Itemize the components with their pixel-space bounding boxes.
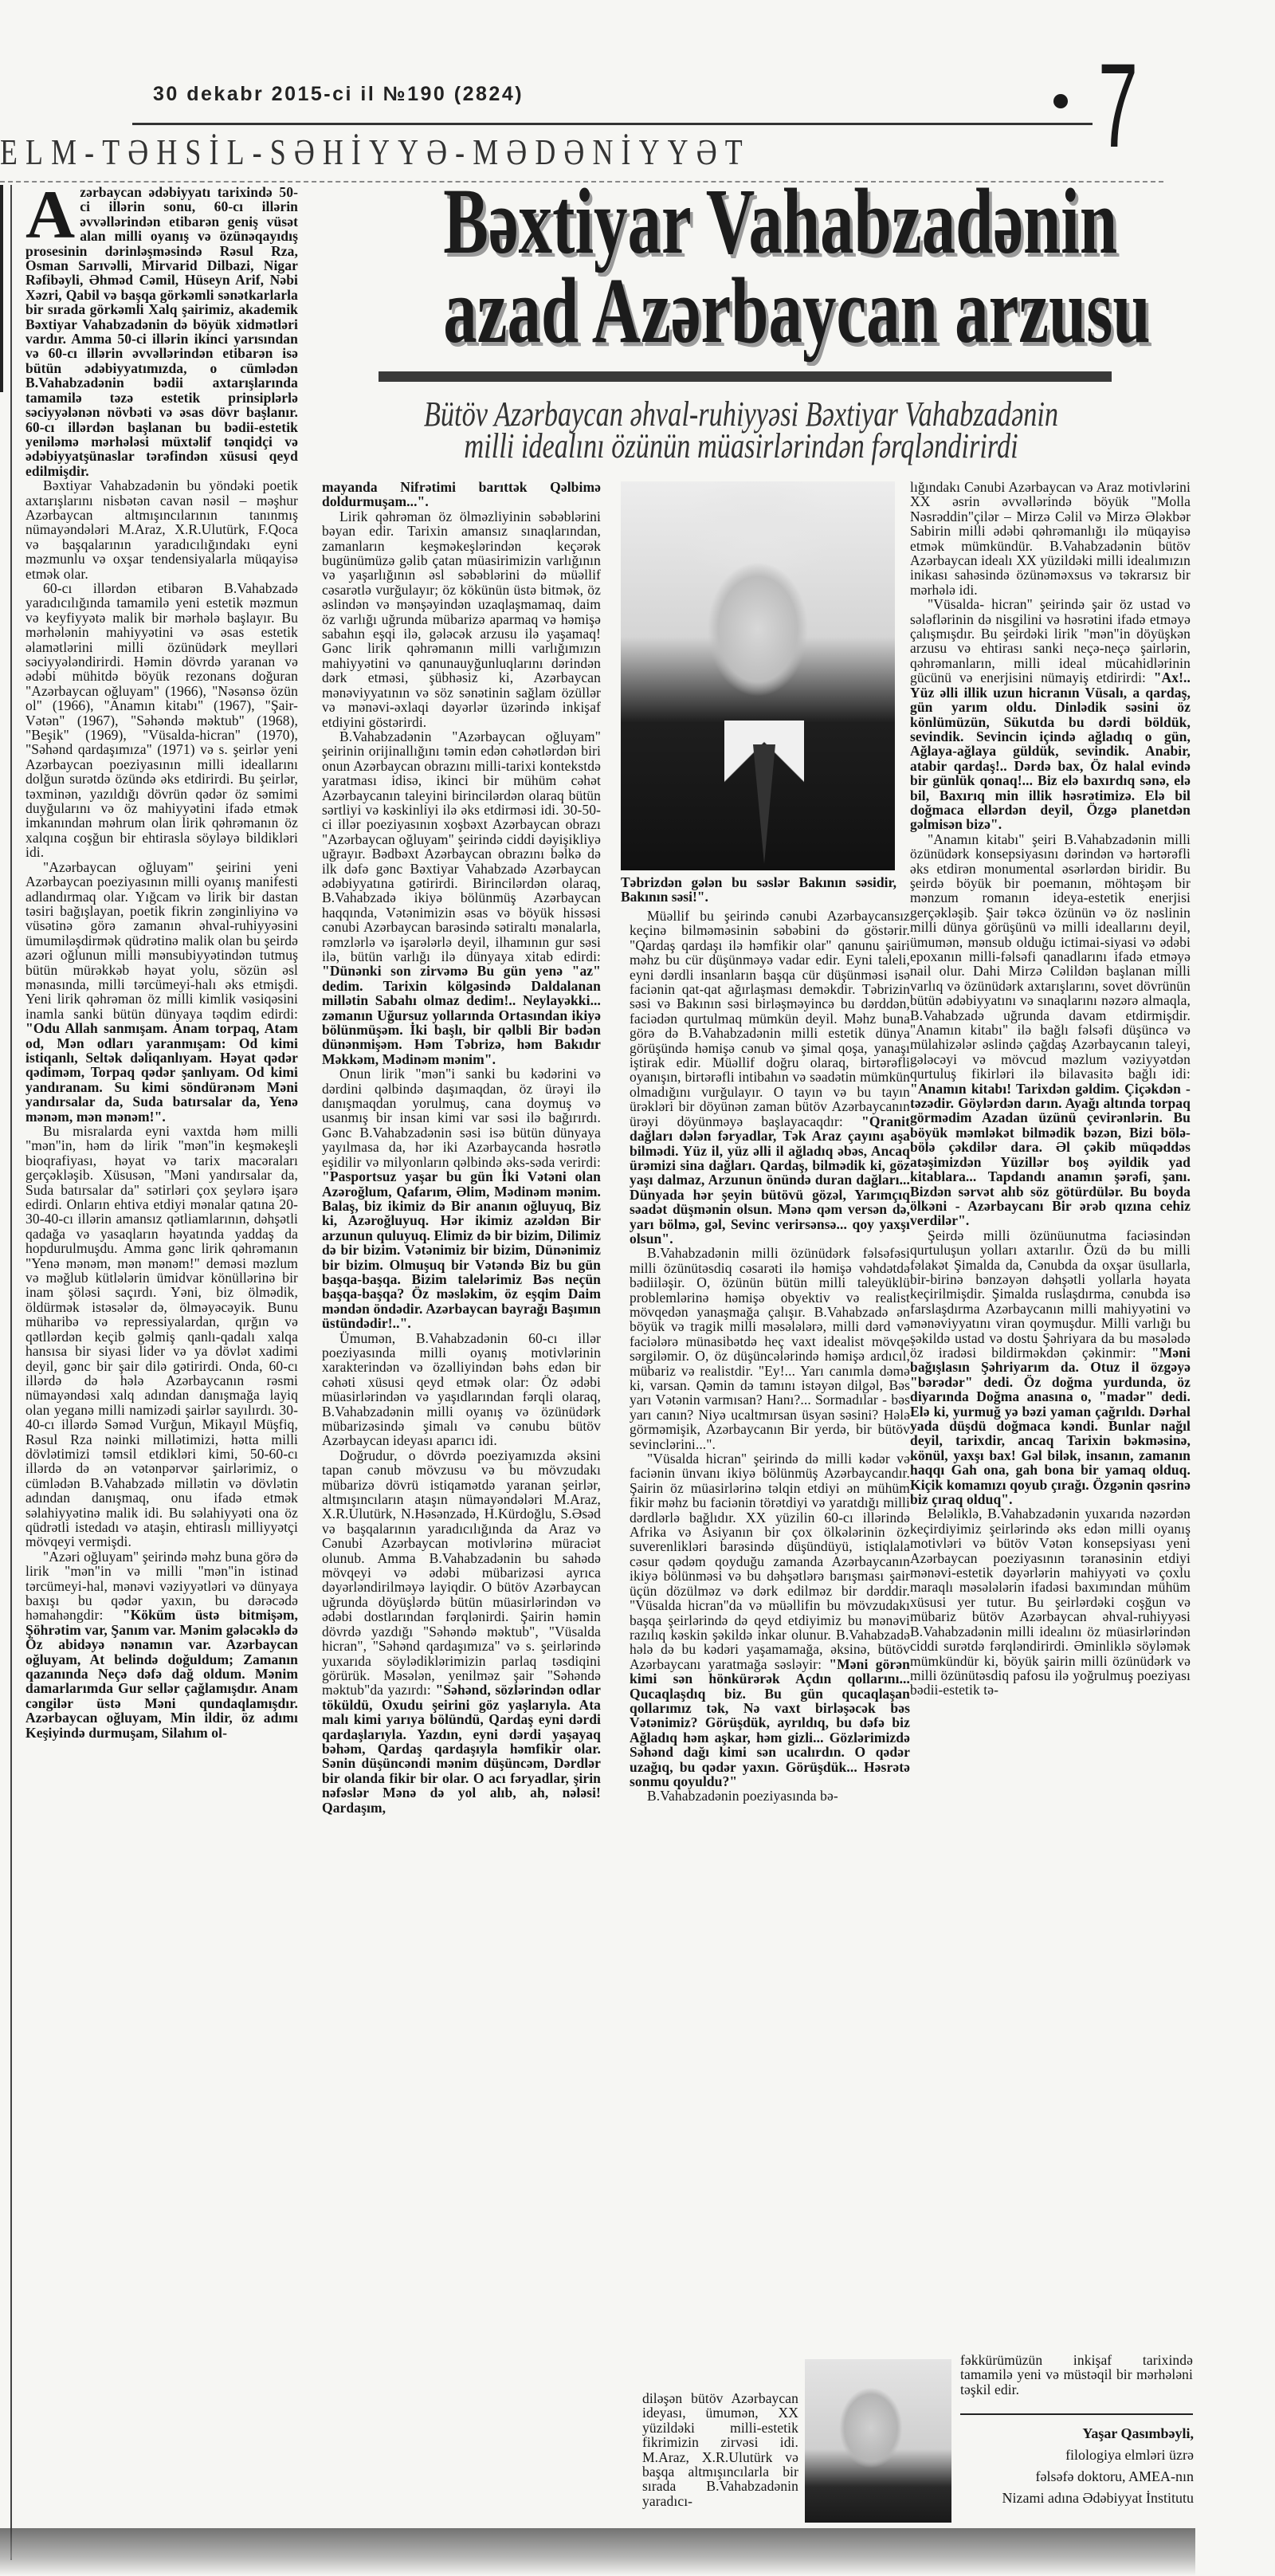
issue-date: 30 dekabr 2015-ci il №190 (2824) [153,83,524,105]
signature-rule [960,2413,1193,2415]
article-column-3-tail [642,2391,798,2539]
section-heading: ELM-TƏHSİL-SƏHİYYƏ-MƏDƏNİYYƏT [0,132,751,172]
quoted-verse: "Qranit dağları dələn fəryadlar, Tək Araz çayını aşa bilmədi. Yüz il, yüz əlli il ağladıq əbəs, Ancaq ürəmizi sina dağları. Qardaş, bilmədik ki, göz yaşı dalmaz, Arzunun önündə duran dağları... Dünyada hər şeyin bütövü gözəl, Yarımçıq səadət düşmənin olsun. Mənə qəm versən də, yarı bölmə, gəl, Sevinc verirsənsə... qoy yaxşı olsun". [630,1113,910,1247]
quoted-verse: "Səhənd, sözlərindən odlar töküldü, Oxudu şeirini göz yaşlarıyla. Ata malı kimi yarıya bölündü, Qardaş eyni dərdi qardaşlarıyla. Yazdın, eyni dərdi yaşayaq bəhəm, Qardaş qardaşıyla həmfikir olar. Sənin düşüncəndi mənim düşüncəm, Dərdlər bir olanda fikir bir olar. O acı fəryadlar, şirin nəfəslər Mənə də yol alıb, ah, nələsi! Qardaşım, [322,1682,601,1816]
paragraph-text: fəkkürümüzün inkişaf tarixində tamamilə yeni və müstəqil bir mərhələni təşkil edir. [960,2353,1193,2397]
article-paragraph [26,1549,298,1740]
author-title: fəlsəfə doktoru, AMEA-nın [1035,2468,1194,2484]
photo-tie [753,744,775,864]
column-rule [10,185,12,2560]
paragraph-text: Lirik qəhrəman öz ölməzliyinin səbəblərini bəyan edir. Tarixin amansız sınaqlarından, zamanların keşməkeşlərindən keçərək bugünümüzə gəlib çatan müasirimizin varlığının və yaşarlığının əsl səbəblərini də müəllif cəsarətlə vurğulayır; öz kökünün üstə bitmək, öz əslindən və mənşəyindən uzaqlaşmamaq, daim öz varlığı uğrunda mübarizə aparmaq və həmişə sabahın eşqi ilə, gələcək arzusu ilə yaşamaq! Gənc lirik qəhrəmanın milli varlığımızın mahiyyətini və qanunauyğunluqlarını dərindən dərk etməsi, şübhəsiz ki, Azərbaycan mənəviyyatının və söz sənətinin sağlam özüllər və mənəvi-əxlaqi dəyərlər üzərində inkişaf etdiyini göstərirdi. [322,508,601,730]
article-paragraph [910,480,1191,597]
author-signature [916,2423,1194,2509]
article-paragraph [630,1789,910,1803]
quoted-verse: "Köküm üstə bitmişəm, Şöhrətim var, Şanım var. Mənim gələcəklə də Öz abidəyə nənamın var. Azərbaycan oğluyam, At belində doğuldum; Zamanın qazanında Neçə dəfə dağ oldum. Mənim damarlarımda Gur sellər çağlamışdır. Anam cəngilər üstə Məni qundaqlamışdır. Azərbaycan oğluyam, Min ildir, öz adımı Keşiyində durmuşam, Silahım ol- [26,1607,298,1741]
paragraph-text: "Vüsalda hicran" şeirində də milli kədər və faciənin ünvanı ikiyə bölünmüş Azərbaycandır. Şairin öz müasirlərinə təlqin etdiyi ən mühüm fikir məhz bu faciənin törətdiyi və yaratdığı milli dərdlərlə bağlıdır. XX yüzilin 60-cı illərində Afrika və Asiyanın bir çox ölkələrinin öz suverenlikləri barəsində düşündüyü, istiqlala cəsur qədəm qoyduğu zamanda Azərbaycanın ikiyə bölünməsi və bu dəhşətlərə barışması şair üçün dözülməz və dərk edilməz bir dərddir. "Vüsalda hicran"da və müəllifin bu mövzudakı başqa şeirlərində də qeyd etdiyimiz bu mənəvi razılıq kəskin şəkildə inkar olunur. B.Vahabzadə hələ də bu kədəri yaşamamağa, əksinə, bütöv Azərbaycanı yaratmağa səsləyir: [630,1451,910,1672]
article-column-4 [910,480,1191,2353]
page-bullet-icon [1053,94,1068,108]
article-paragraph [26,860,298,1124]
article-paragraph [960,2353,1193,2397]
author-name: Yaşar Qasımbəyli, [1082,2425,1194,2441]
article-paragraph [910,1228,1191,1507]
quoted-verse: "Məni görən kimi sən hönkürərək Açdın qollarını... Qucaqlaşdıq biz. Bu gün qucaqlaşan qollarımız tək, Nə vaxt birləşəcək bəs Vətənimiz? Görüşdük, ayrıldıq, bu dəfə biz Ağladıq həm aşkar, həm gizli... Gözlərimizdə Səhənd dağı kimi sən ucalırdın. O qədər uzağıq, bu qədər yaxın. Görüşdük... Həsrətə sonmu qoyuldu?" [630,1655,910,1789]
paragraph-text: "Vüsalda- hicran" şeirində şair öz ustad və sələflərinin də nisgilini və həsrətini ifadə etməyə çalışmışdır. Bu şeirdəki lirik "mən"in döyüşkən arzusu və ehtirası sanki neçə-neçə şairlərin, qəhrəmanların, milli ideal mücahidlərinin gücünü və enerjisini nümayiş etdirirdi: [910,596,1191,686]
paragraph-text: B.Vahabzadənin milli özünüdərk fəlsəfəsi milli özünütəsdiq cəsarəti ilə həmişə vəhdətdə bədiiləşir. O, özünün bütün milli taleyüklü problemlərinə həmişə obyektiv və realist mövqedən yanaşmağa çalışır. B.Vahabzadə ən böyük və tragik milli məsələlərə, milli dərd və faciələrə münasibətdə heç vaxt idealist mövqe sərgiləmir. O, öz düşüncələrində həmişə ardıcıl, mübariz və realistdir. "Ey!... Yarı canımla dəmə ki, varsan. Qəmin də tamını istəyən dilgəl, Bəs yarı Vətənin varmısan? Hanı?... Sormadılar - bəs yarı canın? Niyə ucaltmırsan üsyan səsini? Hələ görməmişik, Azərbaycanın Bir yerdə, bir bütöv sevinclərini...". [630,1245,910,1452]
article-subtitle [319,395,1163,465]
quoted-verse: "Anamın kitabı! Tarixdən gəldim. Çiçəkdən - təzədir. Göylərdən darın. Ayağı altında torpaq görmədim Azadan üzünü çevirənlərin. Bu böyük məmləkət bilmədik bəzən, Bizi bölə-bölə çəkdilər dara. Əl çəkib müqəddəs atəşimizdən Yüzillər boş əyildik yad kitablara... Tapdandı anamın şərəfi, şanı. Bizdən sərvət alıb söz götürdülər. Bu boyda ölkəni - Azərbaycanı Bir ərəb qızına cehiz verdilər". [910,1080,1191,1229]
paragraph-text: Bu misralarda eyni vaxtda həm milli "mən"in, həm də lirik "mən"in keşməkeşli bioqrafiyası, həyat və tarix macəraları gerçəkləşib. Xüsusən, "Məni yandırsalar da, Suda batırsalar da" sətirləri çox şeylərə işarə edirdi. Onların ehtiva etdiyi mənalar qatına 20-30-40-cı illərin amansız qətliamlarının, dəhşətli qadağa və yasaqların həyatında yaddaş da hopdurulmuşdu. Amma gənc lirik qəhrəmanın "Yenə mənəm, mən mənəm!" deməsi məzlum və məğlub kütlələrin ümidvar könüllərinə bir inam şöləsi saçırdı. Yəni, biz ölmədik, öldürmək istəsələr də, ölməyəcəyik. Bunu müharibə və repressiyalardan, qırğın və qətllərdən keçib gəlmiş qanlı-qadalı xalqa hansısa bir siyasi lider və ya dövlət xadimi deyil, gənc bir şair dilə gətirirdi. Onda, 60-cı illərdə də hələ Azərbaycanın rəsmi nümayəndəsi xalq adından danışmağa layiq olan yeganə milli namizədi şairlər sayılırdı. 30-40-cı illərdə Səməd Vurğun, Mikayıl Müşfiq, Rəsul Rza nəinki millətimizi, hətta milli dövlətimizi təmsil etdikləri kimi, 50-60-cı illərdə də ən vətənpərvər şairlərimiz, o cümlədən B.Vahabzadə millətin və dövlətin adından danışmaq, onu ifadə etmək səlahiyyətinə malik idi. Bu səlahiyyəti ona öz qüdrətli istedadı və ataşin, ehtiraslı milliyyətçi mövqeyi vermişdi. [26,1123,298,1550]
article-paragraph [642,2391,798,2508]
title-line: azad Azərbaycan arzusu [443,258,1151,363]
quoted-verse: zərbaycan ədəbiyyatı tarixində 50-ci illərin sonu, 60-cı illərin əvvəllərindən etibarən geniş vüsət alan milli oyanış və özünəqayıdış prosesinin dərinləşməsində Rəsul Rza, Osman Sarıvəlli, Mirvarid Dilbazi, Nigar Rəfibəyli, Əhməd Cəmil, Hüseyn Arif, Nəbi Xəzri, Qabil və başqa görkəmli sənətkarlarla bir sırada görkəmli Xalq şairimiz, akademik Bəxtiyar Vahabzadənin də böyük xidmətləri vardır. Amma 50-ci illərin ikinci yarısından və 60-cı illərin əvvəllərindən etibarən isə bütün ədəbiyyatımızda, o cümlədən B.Vahabzadənin bədii axtarışlarında tamamilə təzə estetik prinsiplərlə səciyyələnən növbəti və əsas dövr başlanır. 60-cı illərdən başlanan bu bədii-estetik yeniləmə mərhələsi müxtəlif tənqidçi və ədəbiyyatşünaslar tərəfindən xüsusi qeyd edilmişdir. [26,185,298,479]
paragraph-text: B.Vahabzadənin "Azərbaycan oğluyam" şeirinin orijinallığını təmin edən cəhətlərdən biri onun Azərbaycan obrazını milli-tarixi kontekstdə yaratması idisə, ikinci bir mühüm cəhət Azərbaycanın taleyini birincilərdən olaraq bütün sərtliyi və kəskinliyi ilə əks etdirməsi idi. 30-50-ci illər poeziyasının xoşbəxt Azərbaycan obrazı "Azərbaycan oğluyam" şeirində ciddi dəyişikliyə uğrayır. Bədbəxt Azərbaycan obrazını bəlkə də ilk dəfə gənc Bəxtiyar Vahabzadə Azərbaycan ədəbiyyatına gətirirdi. Birincilərdən olaraq, B.Vahabzadə ikiyə bölünmüş Azərbaycan haqqında, Vətənimizin əsas və böyük hissəsi cənubi Azərbaycan barəsində sətiraltı mənalarla, rəmzlərlə və işarələrlə deyil, ilhamının gur səsi ilə, bütün varlığı ilə dünyaya xitab edirdi: [322,728,601,964]
article-paragraph [322,480,601,509]
article-paragraph [322,1331,601,1448]
paragraph-text: Bəxtiyar Vahabzadənin bu yöndəki poetik axtarışlarını nisbətən cavan nəsil – məşhur Azərbaycan altmışıncılarının tanınmış nümayəndələri M.Araz, X.R.Ulutürk, F.Qoca və başqalarının yaradıcılığındakı eyni məzmunlu və oxşar tendensiyalarla müqayisə etmək olar. [26,477,298,582]
quoted-verse: "Ax!.. Yüz əlli illik uzun hicranın Vüsalı, a qardaş, gün yarım oldu. Dinlədik səsini öz könlümüzün, Sükutda bu dərdi böldük, sevindik. Sevincin içində ağladıq o gün, Ağlaya-ağlaya güldük, sevindik. Anabir, atabir qardaş!.. Dərdə bax, Öz halal evində bir günlük qonaq!... Biz elə baxırdıq sənə, elə bil, Baxırıq min illik həsrətimizə. Elə bil doğmaca ellərdən deyil, Özgə planetdən gəlmisən bizə". [910,670,1191,833]
quoted-verse: "Dünənki son zirvəmə Bu gün yenə "az" dedim. Tarixin kölgəsində Daldalanan millətin Sabahı olmaz dedim!.. Neylayəkki... zəmanın Uğursuz yollarında Ortasından ikiyə bölünmüşəm. İki başlı, bir qəlbli Bir bədən dünənmişəm. Həm Təbrizə, həm Bakıdır Məkkəm, Mədinəm mənim". [322,963,601,1067]
article-paragraph [910,597,1191,832]
paragraph-text: "Azəri oğluyam" şeirində məhz buna görə də lirik "mən"in və milli "mən"in istinad tərcümeyi-hal, mənəvi vəziyyətləri və dünyaya baxışı bu qədər yaxın, bu dərəcədə həmahəngdir: [26,1548,298,1624]
article-column-3 [630,909,910,2391]
author-affiliation: Nizami adına Ədəbiyyat İnstitutu [1002,2490,1194,2506]
quoted-verse: "Pasportsuz yaşar bu gün İki Vətəni olan Azəroğlum, Qafarım, Əlim, Mədinəm mənim. Balaş, biz ikimiz də Bir ananın oğluyuq, Biz ki, Azəroğluyuq. Hər ikimiz azəldən Bir arzunun quluyuq. Elimiz də bir bizim, Dilimiz də bir bizim. Vətənimiz bir bizim, Dünənimiz bir bizim. Olmuşuq bir Vətəndə Biz bu gün başqa-başqa. Bizim talelərimiz Bəs neçün başqa-başqa? Öz məsləkim, öz eşqim Daim məndən öndədir. Azərbaycan bayrağı Başımın üstündədir!..". [322,1168,601,1332]
paragraph-text: Beləliklə, B.Vahabzadənin yuxarıda nəzərdən keçirdiyimiz şeirlərində əks edən milli oyanış motivləri və bütöv Vətən konsepsiyası yeni Azərbaycan poeziyasının təranəsinin etdiyi mənəvi-estetik dəyərlərin mahiyyəti və çoxlu maraqlı məsələlərin ifadəsi baxımından mühüm xüsusi yer tutur. Bu şeirlərdəki coşğun və mübariz bütöv Azərbaycan əhval-ruhiyyəsi B.Vahabzadənin milli idealını öz müasirlərindən ciddi surətdə fərqləndirirdi. Əminliklə söyləmək mümkündür ki, böyük şairin milli özünüdərk və milli özünütəsdiq pafosu ilə yoğrulmuş poeziyası bədii-estetik tə- [910,1506,1191,1698]
header-rule [132,123,1093,125]
article-paragraph [322,1448,601,1815]
paragraph-text: Onun lirik "mən"i sanki bu kədərini və dərdini qəlbində daşımaqdan, öz ürəyi ilə danışmaqdan yorulmuş, cana doymuş və usanmış bir insan kimi var səsi ilə bağırırdı. Gənc B.Vahabzadənin səsi isə bütün dünyaya yayılmasa da, hər iki Azərbaycanda həsrətlə eşidilir və milyonların qəlbində əks-səda verirdi: [322,1066,601,1170]
article-column-2 [322,480,601,2552]
paragraph-text: 60-cı illərdən etibarən B.Vahabzadə yaradıcılığında tamamilə yeni estetik məzmun və keyfiyyətə malik bir mərhələ başlayır. Bu mərhələnin mahiyyətini və əsas estetik əlamətlərini milli özünüdərk meylləri səciyyələndirirdi. Həmin dövrdə yaranan və ədəbi mühitdə böyük rezonans doğuran "Azərbaycan oğluyam" (1966), "Nəsənsə özün ol" (1966), "Anamın kitabı" (1967), "Şair-Vətən" (1967), "Səhəndə məktub" (1968), "Beşik" (1969), "Vüsalda-hicran" (1970), "Səhənd qardaşımıza" (1971) və s. şeirlər yeni Azərbaycan poeziyasının milli ideallarını dolğun surətdə özündə əks etdirirdi. Bu şeirlər, təxminən, yazıldığı dövrün qədər öz səmimi duyğularını və öz mahiyyətini ifadə etmək imkanından məhrum olan lirik qəhrəmanın öz xalqına coşğun bir ehtirasla söyləyə bildikləri idi. [26,579,298,861]
author-title: filologiya elmləri üzrə [1065,2447,1194,2463]
article-paragraph [26,1124,298,1549]
quoted-verse: "Məni bağışlasın Şəhriyarım da. Otuz il özgəyə "bərədər" dedi. Öz doğma yurdunda, öz diyarında Doğma anasına o, "madər" dedi. Elə ki, yurmuğ yə bəzi yaman çağrıldı. Dərhal yada düşdü doğmaca kəndi. Bunlar nağıl deyil, tarixdir, ancaq Tarixin bəkməsinə, könül, yaxşı bax! Gəl bilək, insanın, zamanın haqqı Gah ona, gah bona bir yamaq olduq. Kiçik komamızı qoyub çırağı. Özgənin qəsrinə biz çıraq olduq". [910,1344,1191,1508]
title-underline-bar [379,371,1112,382]
paragraph-text: Müəllif bu şeirində cənubi Azərbaycansız keçinə bilməməsinin səbəbini də göstərir. "Qardaş qardaşı ilə həmfikir olar" qanunu şairi məhz bu cür düşünməyə vadar edir. Eyni taleli, eyni dərdli insanların başqa cür düşünməsi isə faciənin qat-qat ağırlaşması deməkdir. Təbrizin səsi və Bakının səsi birləşməyincə bu dərddən, faciədən qurtulmaq mümkün deyil. Məhz buna görə də B.Vahabzadənin milli estetik dünya görüşündə həmişə cənub və şimal qoşa, yanaşı iştirak edir. Müəllif doğru olaraq, birtərəfli oyanışın, birtərəfli intibahın və səadətin mümkün olmadığını vurğulayır. O tayın və bu tayın ürəkləri bir döyünən zaman bütöv Azərbaycanın ürəyi döyünməyə başlayacaqdır: [630,909,910,1129]
left-border [0,185,3,392]
paragraph-text: "Anamın kitabı" şeiri B.Vahabzadənin milli özünüdərk konsepsiyasını dərindən və hərtərəfli əks etdirən monumental əsərlərdən biridir. Bu şeirdə böyük bir poemanın, möhtəşəm bir mənzum romanın ideya-estetik enerjisi gerçəkləşib. Şair təkcə özünün və öz nəslinin milli dünya görüşünü və milli ideallarını deyil, ümumən, mənsub olduğu ictimai-siyasi və ədəbi epoxanın milli-fəlsəfi qanadlarını ifadə etməyə nail olur. Dahi Mirzə Cəlildən başlanan milli varlıq və özünüdərk axtarışlarını, sovet dövrünün bütün ədəbiyyatını və sınaqlarını nəzərə almaqla, B.Vahabzadə uğrunda davam etdirmişdir. "Anamın kitabı" ilə bağlı fəlsəfi düşüncə və mülahizələr əslində çağdaş Azərbaycanın taleyi, gələcəyi və mövcud məzlum vəziyyətdən qurtuluş fikirləri ilə bilavasitə bağlı idi: [910,831,1191,1082]
page-number: 7 [1098,38,1139,172]
photo-caption: Təbrizdən gələn bu səslər Bakının səsidir, Bakının səsi!". [621,874,896,905]
article-paragraph [322,1066,601,1330]
article-paragraph [630,1246,910,1451]
paragraph-text: "Azərbaycan oğluyam" şeirini yeni Azərbaycan poeziyasının milli oyanış manifesti adlandırmaq olar. Yığcam və lirik bir dastan təsiri bağışlayan, poetik fikrin zənginliyinə və vüsətinə görə zamanın əhval-ruhiyyəsini ümumiləşdirmək qüdrətinə malik olan bu şeirdə azəri oğlunun milli mənsubiyyətindən tutmuş bütün mürəkkəb həyat yolu, sözün əsl mənasında, milli tərcümeyi-halı əks etmişdi. Yeni lirik qəhrəman öz milli kimlik vəsiqəsini inamla sanki bütün dünyaya təqdim edirdi: [26,858,298,1022]
subtitle-line: Bütöv Azərbaycan əhval-ruhiyyəsi Bəxtiyar Vahabzadənin [423,395,1059,434]
paragraph-text: Ümumən, B.Vahabzadənin 60-cı illər poeziyasında milli oyanış motivlərinin xarakterindən və özəlliyindən bəhs edən bir cəhəti xüsusi qeyd etmək olar: Öz ədəbi müasirlərindən və yaşıdlarından fərqli olaraq, B.Vahabzadənin milli oyanış və özünüdərk mübarizəsində şimalı və cənubu bütöv Azərbaycan ideyası aparıcı idi. [322,1329,601,1449]
article-paragraph [322,509,601,729]
article-title [327,169,1159,363]
article-paragraph [910,832,1191,1228]
quoted-verse: "Odu Allah sanmışam. Anam torpaq, Atam od, Mən odları yaranmışam: Od kimi istiqanlı, Seltək dəliqanlıyam. Həyat qədər qədiməm, Torpaq qədər şanlıyam. Od kimi yandıranam. Su kimi söndürənəm Məni yandırsalar da, Suda batırsalar da, Yenə mənəm, mən mənəm!". [26,1020,298,1125]
subtitle-line: milli idealını özünün müasirlərindən fərqləndirirdi [464,426,1018,465]
paragraph-text: lığındakı Cənubi Azərbaycan və Araz motivlərini XX əsrin əvvəllərində böyük "Molla Nəsrəddin"çilər – Mirzə Cəlil və Mirzə Ələkbər Sabirin milli ədəbi qəhrəmanlığı ilə müqayisə etmək mümkündür. B.Vahabzadənin bütöv Azərbaycan idealı XX yüzildəki milli idealımızın inikası sahəsində özünəməxsus və təkrarsız bir mərhələ idi. [910,480,1191,598]
article-column-1 [26,185,298,2540]
scan-shadow [0,2528,1195,2576]
paragraph-text: Şeirdə milli özünüunutma faciəsindən qurtuluşun yolları axtarılır. Özü də bu milli fəlakət Şimalda da, Cənubda da oxşar üsullarla, bir-birinə bənzəyən dəhşətli yollarla həyata keçirilmişdir. Şimalda ruslaşdırma, cənubda isə farslaşdırma Azərbaycanın milli mahiyyətini və mənəviyyatını viran qoymuşdur. Milli varlığı bu şəkildə ustad və dostu Şəhriyara da bu məsələdə öz iradəsi bildirməkdən çəkinmir: [910,1227,1191,1361]
article-paragraph [322,729,601,1066]
article-paragraph [26,478,298,581]
paragraph-text: B.Vahabzadənin poeziyasında bə- [647,1788,838,1804]
article-column-4-tail [960,2353,1193,2401]
paragraph-text: diləşən bütöv Azərbaycan ideyası, ümumən, XX yüzildəki milli-estetik fikrimizin zirvəsi idi. M.Araz, X.R.Ulutürk və başqa altmışıncılarla bir sırada B.Vahabzadənin yaradıcı- [642,2391,798,2509]
drop-cap: A [26,185,76,253]
article-paragraph [910,1506,1191,1697]
poet-portrait-photo [621,481,895,870]
title-line: Bəxtiyar Vahabzadənin [443,169,1118,273]
article-paragraph [630,909,910,1246]
paragraph-text: Doğrudur, o dövrdə poeziyamızda əksini tapan cənub mövzusu və bu mövzudakı mübarizə dövrü istiqamətdə yaranan şeirlər, altmışıncıların ataşın nümayəndələri M.Araz, X.R.Ulutürk, N.Həsənzadə, H.Kürdoğlu, S.Əsəd və başqalarının yaradıcılığında da Araz və Cənubi Azərbaycan motivlərinə müraciət olunub. Amma B.Vahabzadənin bu sahədə mövqeyi və ədəbi mübarizəsi ayrıca dəyərləndirilməyə layiqdir. O bütöv Azərbaycan uğrunda döyüşlərdə bütün müasirlərindən və ədəbi dostlarından fərqlənirdi. Şairin həmin dövrdə yazdığı "Səhəndə məktub", "Vüsalda hicran", "Səhənd qardaşımıza" və s. şeirlərində yuxarıda söylədiklərimizin parlaq təsdiqini görürük. Məsələn, yenilməz şair "Səhəndə məktub"da yazırdı: [322,1447,601,1698]
article-paragraph [630,1451,910,1789]
article-paragraph [26,581,298,860]
quoted-verse: mayanda Nifrətimi barıttək Qəlbimə doldurmuşam...". [322,480,601,510]
